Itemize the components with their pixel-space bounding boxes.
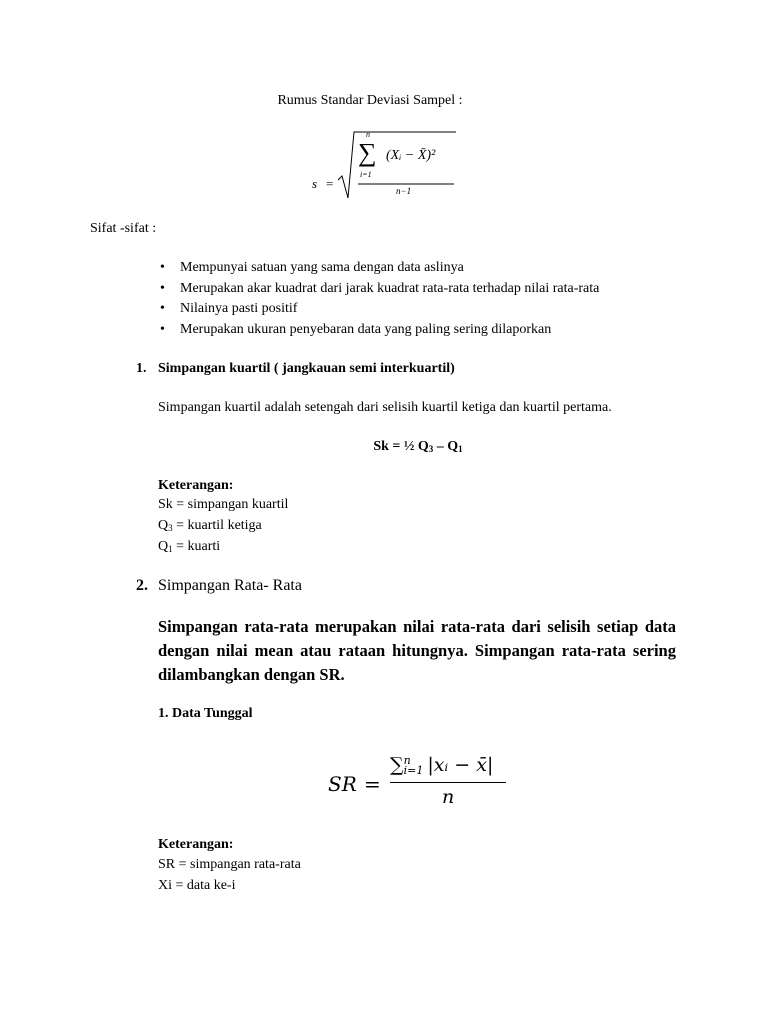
- properties-heading: Sifat -sifat :: [90, 221, 157, 236]
- sum-upper-limit: n: [403, 754, 411, 767]
- fraction-bar: [390, 782, 506, 783]
- section-1-number: 1.: [136, 361, 147, 376]
- formula-numerator: [390, 754, 493, 776]
- sum-lower-limit: i=1: [403, 764, 424, 777]
- formula-numerator: (Xᵢ − X̄)²: [386, 148, 436, 163]
- section-2-number: 2.: [136, 577, 148, 594]
- list-item: • Mempunyai satuan yang sama dengan data aslinya: [160, 258, 599, 279]
- square-root-sign: [300, 128, 470, 204]
- single-data-heading: 1. Data Tunggal: [158, 706, 253, 721]
- formula-denominator: n−1: [396, 186, 412, 196]
- section-1-notes-heading: Keterangan:: [158, 478, 234, 493]
- section-1-title: Simpangan kuartil ( jangkauan semi interkuartil): [158, 361, 455, 376]
- bullet-icon: •: [160, 301, 165, 316]
- sum-lower-limit: i=1: [360, 170, 372, 179]
- list-item: • Merupakan akar kuadrat dari jarak kuadrat rata-rata terhadap nilai rata-rata: [160, 279, 599, 300]
- sum-upper-limit: n: [366, 130, 370, 139]
- sigma-symbol: ∑: [390, 754, 404, 776]
- std-deviation-formula: [300, 128, 470, 204]
- mean-deviation-formula: [328, 752, 518, 814]
- section-2-paragraph: Simpangan rata-rata merupakan nilai rata-rata dari selisih setiap data dengan nilai mean atau rataan hitungnya. Simpangan rata-rata sering dilambangkan dengan SR.: [158, 617, 676, 684]
- section-1-paragraph: Simpangan kuartil adalah setengah dari selisih kuartil ketiga dan kuartil pertama.: [158, 400, 612, 415]
- section-2-note-xi: Xi = data ke-i: [158, 878, 236, 893]
- section-1-note-q1: $Q_1$ = kuarti: [158, 539, 221, 554]
- section-2-notes-heading: Keterangan:: [158, 837, 234, 852]
- formula-equals: =: [364, 772, 381, 796]
- section-2-note-sr: SR = simpangan rata-rata: [158, 857, 301, 872]
- bullet-icon: •: [160, 260, 165, 275]
- section-1-note-sk: Sk = simpangan kuartil: [158, 497, 289, 512]
- std-deviation-heading: Rumus Standar Deviasi Sampel :: [277, 93, 463, 108]
- list-item: • Merupakan ukuran penyebaran data yang paling sering dilaporkan: [160, 320, 599, 341]
- sigma-symbol: ∑: [358, 138, 377, 167]
- formula-lhs: s: [312, 176, 318, 191]
- list-item: • Nilainya pasti positif: [160, 299, 599, 320]
- absolute-difference: |xᵢ − x̄|: [427, 754, 494, 776]
- properties-list: [160, 258, 599, 340]
- formula-denominator: n: [442, 786, 455, 808]
- formula-equals: =: [326, 176, 334, 191]
- formula-lhs: SR: [328, 772, 357, 796]
- section-1-note-q3: $Q_3$ = kuartil ketiga: [158, 518, 262, 533]
- bullet-icon: •: [160, 321, 165, 337]
- section-2-title: Simpangan Rata- Rata: [158, 577, 302, 594]
- bullet-icon: •: [160, 280, 165, 296]
- quartile-deviation-formula: Sk = ½ $Q_3 - Q_1$: [373, 439, 463, 454]
